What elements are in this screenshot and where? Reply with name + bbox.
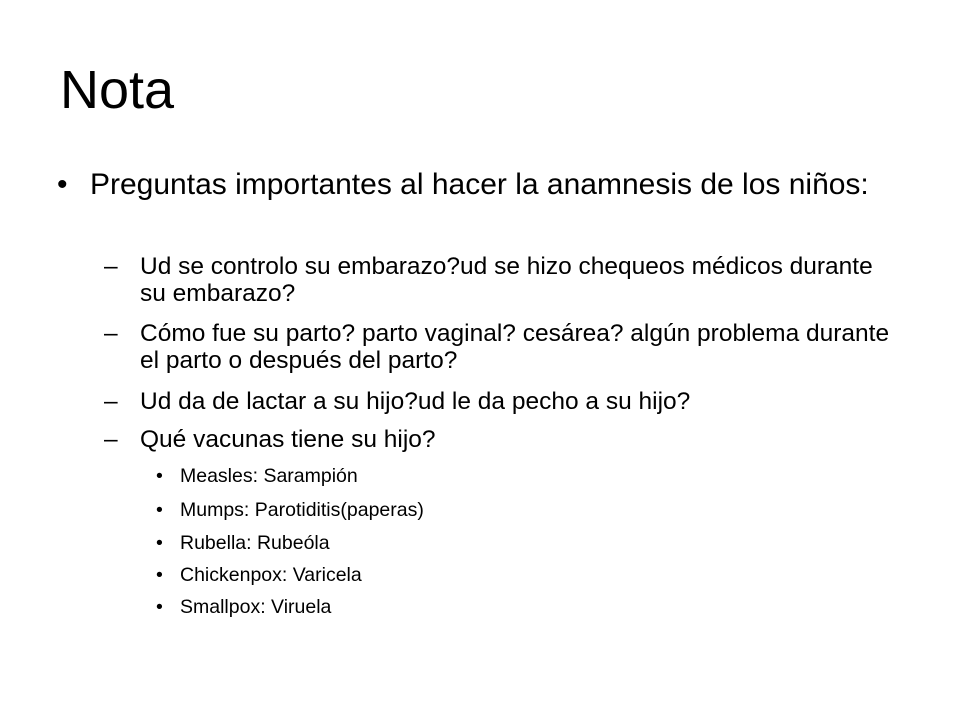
bullet-icon: • [156,465,163,487]
question-item [104,253,900,307]
question-text: Ud da de lactar a su hijo?ud le da pecho a su hijo? [140,388,691,415]
bullet-icon: • [156,499,163,521]
question-item [104,388,900,415]
question-item [104,426,900,453]
bullet-icon: • [156,596,163,618]
question-text: Qué vacunas tiene su hijo? [140,426,436,453]
vaccine-item [156,464,880,488]
bullet-icon: • [57,168,68,201]
bullet-icon: • [156,564,163,586]
question-text: Ud se controlo su embarazo?ud se hizo chequeos médicos durante su embarazo? [140,253,873,307]
vaccine-text: Chickenpox: Varicela [180,564,362,586]
vaccine-item [156,531,880,555]
dash-icon: – [104,426,118,453]
vaccine-text: Rubella: Rubeóla [180,532,330,554]
question-text: Cómo fue su parto? parto vaginal? cesárea? algún problema durante el parto o después del parto? [140,320,890,374]
vaccine-text: Mumps: Parotiditis(paperas) [180,499,424,521]
vaccine-text: Smallpox: Viruela [180,596,332,618]
vaccine-item [156,563,880,587]
main-bullet-text: Preguntas importantes al hacer la anamnesis de los niños: [90,168,869,201]
dash-icon: – [104,253,118,280]
vaccine-item [156,595,880,619]
vaccine-text: Measles: Sarampión [180,465,358,487]
dash-icon: – [104,320,118,347]
question-item [104,320,900,374]
bullet-icon: • [156,532,163,554]
vaccine-item [156,498,880,522]
dash-icon: – [104,388,118,415]
slide-title: Nota [60,60,175,120]
main-bullet [57,168,890,201]
